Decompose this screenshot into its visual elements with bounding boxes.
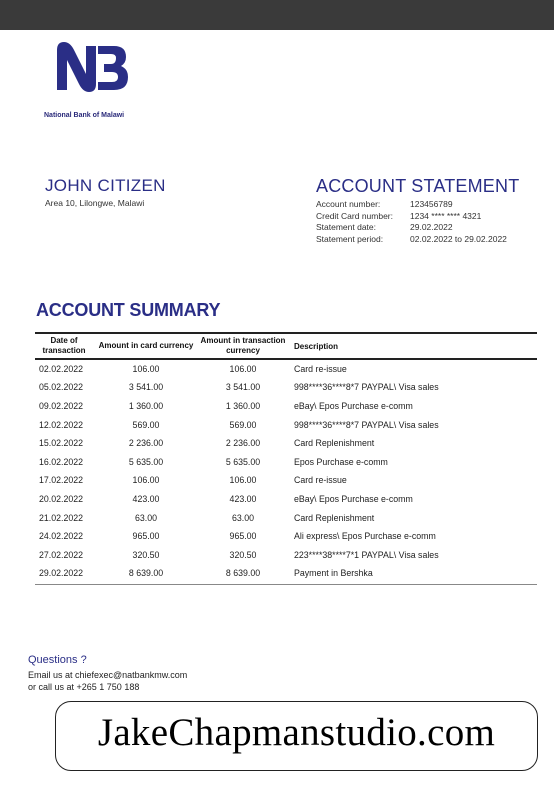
viewer-top-bar: [0, 0, 554, 30]
cell-description: 998****36****8*7 PAYPAL\ Visa sales: [294, 419, 439, 430]
table-row: [35, 415, 537, 434]
cell-date: 21.02.2022: [39, 512, 84, 523]
cell-date: 05.02.2022: [39, 382, 84, 393]
account-number-row: [316, 199, 507, 211]
cell-date: 17.02.2022: [39, 475, 84, 486]
cell-txn-amount: 63.00: [231, 512, 254, 523]
cell-date: 16.02.2022: [39, 456, 84, 467]
field-value: 1234 **** **** 4321: [410, 210, 482, 221]
cell-card-amount: 106.00: [132, 363, 160, 374]
field-label: Credit Card number:: [316, 210, 394, 221]
cell-description: eBay\ Epos Purchase e-comm: [294, 400, 413, 411]
field-value: 123456789: [410, 199, 453, 209]
field-value: 29.02.2022: [410, 222, 453, 232]
col-header-description: Description: [294, 341, 339, 351]
cell-description: Ali express\ Epos Purchase e-comm: [294, 531, 436, 542]
table-row: [35, 471, 537, 490]
cell-card-amount: 569.00: [132, 419, 160, 430]
watermark-text: JakeChapmanstudio.com: [97, 711, 496, 754]
cell-description: 223****38****7*1 PAYPAL\ Visa sales: [294, 549, 439, 560]
cell-card-amount: 3 541.00: [128, 382, 164, 393]
contact-info: [28, 670, 187, 693]
bank-logo: [44, 40, 144, 92]
cell-txn-amount: 1 360.00: [225, 400, 261, 411]
cell-description: Card Replenishment: [294, 438, 375, 449]
cell-card-amount: 2 236.00: [128, 438, 164, 449]
cell-date: 29.02.2022: [39, 568, 84, 579]
cell-description: Epos Purchase e-comm: [294, 456, 388, 467]
cell-date: 15.02.2022: [39, 438, 84, 449]
col-header-card-amount: Amount in card currency: [98, 341, 194, 350]
transactions-table: [35, 332, 537, 585]
cell-description: eBay\ Epos Purchase e-comm: [294, 493, 413, 504]
statement-title: ACCOUNT STATEMENT: [316, 176, 520, 196]
table-row: [35, 564, 537, 583]
table-row: [35, 397, 537, 416]
questions-heading: Questions ?: [28, 654, 87, 666]
cell-card-amount: 1 360.00: [128, 400, 164, 411]
nb-logo-icon: [44, 40, 134, 92]
cell-txn-amount: 3 541.00: [225, 382, 261, 393]
bank-name: National Bank of Malawi: [44, 112, 125, 119]
table-row: [35, 490, 537, 509]
table-row: [35, 360, 537, 379]
cell-description: Card re-issue: [294, 363, 347, 374]
cell-description: Card re-issue: [294, 475, 347, 486]
cell-txn-amount: 106.00: [229, 475, 257, 486]
cell-txn-amount: 106.00: [229, 363, 257, 374]
cell-card-amount: 965.00: [132, 531, 160, 542]
cell-card-amount: 5 635.00: [128, 456, 164, 467]
card-number-row: [316, 211, 507, 223]
contact-email: Email us at chiefexec@natbankmw.com: [28, 670, 188, 680]
col-header-txn-amount: Amount in transaction currency: [200, 336, 286, 355]
cell-description: Payment in Bershka: [294, 568, 373, 579]
cell-description: Card Replenishment: [294, 512, 375, 523]
field-label: Account number:: [316, 199, 381, 209]
field-label: Statement date:: [316, 222, 377, 232]
table-row: [35, 434, 537, 453]
field-value: 02.02.2022 to 29.02.2022: [410, 233, 507, 244]
cell-date: 12.02.2022: [39, 419, 84, 430]
statement-period-row: [316, 234, 507, 246]
cell-txn-amount: 5 635.00: [225, 456, 261, 467]
col-header-date: Date of transaction: [42, 336, 86, 355]
contact-phone: or call us at +265 1 750 188: [28, 681, 140, 692]
table-row: [35, 452, 537, 471]
cell-txn-amount: 569.00: [229, 419, 257, 430]
cell-card-amount: 63.00: [134, 512, 157, 523]
customer-address: Area 10, Lilongwe, Malawi: [45, 198, 145, 208]
cell-date: 27.02.2022: [39, 549, 84, 560]
cell-txn-amount: 423.00: [229, 493, 257, 504]
cell-txn-amount: 2 236.00: [225, 438, 261, 449]
table-row: [35, 508, 537, 527]
cell-card-amount: 423.00: [132, 493, 160, 504]
cell-date: 20.02.2022: [39, 493, 84, 504]
cell-txn-amount: 8 639.00: [225, 568, 261, 579]
table-bottom-rule: [35, 584, 537, 585]
statement-date-row: [316, 222, 507, 234]
table-row: [35, 527, 537, 546]
summary-title: ACCOUNT SUMMARY: [36, 300, 221, 320]
cell-txn-amount: 320.50: [229, 549, 257, 560]
table-header: [35, 334, 537, 358]
watermark-banner: [55, 701, 538, 771]
table-row: [35, 378, 537, 397]
table-body: [35, 360, 537, 583]
cell-card-amount: 320.50: [132, 549, 160, 560]
cell-date: 02.02.2022: [39, 363, 84, 374]
field-label: Statement period:: [316, 233, 384, 244]
cell-card-amount: 8 639.00: [128, 568, 164, 579]
cell-txn-amount: 965.00: [229, 531, 257, 542]
cell-date: 24.02.2022: [39, 531, 84, 542]
statement-details: [316, 199, 507, 245]
table-row: [35, 545, 537, 564]
customer-name: JOHN CITIZEN: [45, 176, 166, 195]
cell-card-amount: 106.00: [132, 475, 160, 486]
cell-description: 998****36****8*7 PAYPAL\ Visa sales: [294, 382, 439, 393]
cell-date: 09.02.2022: [39, 400, 84, 411]
